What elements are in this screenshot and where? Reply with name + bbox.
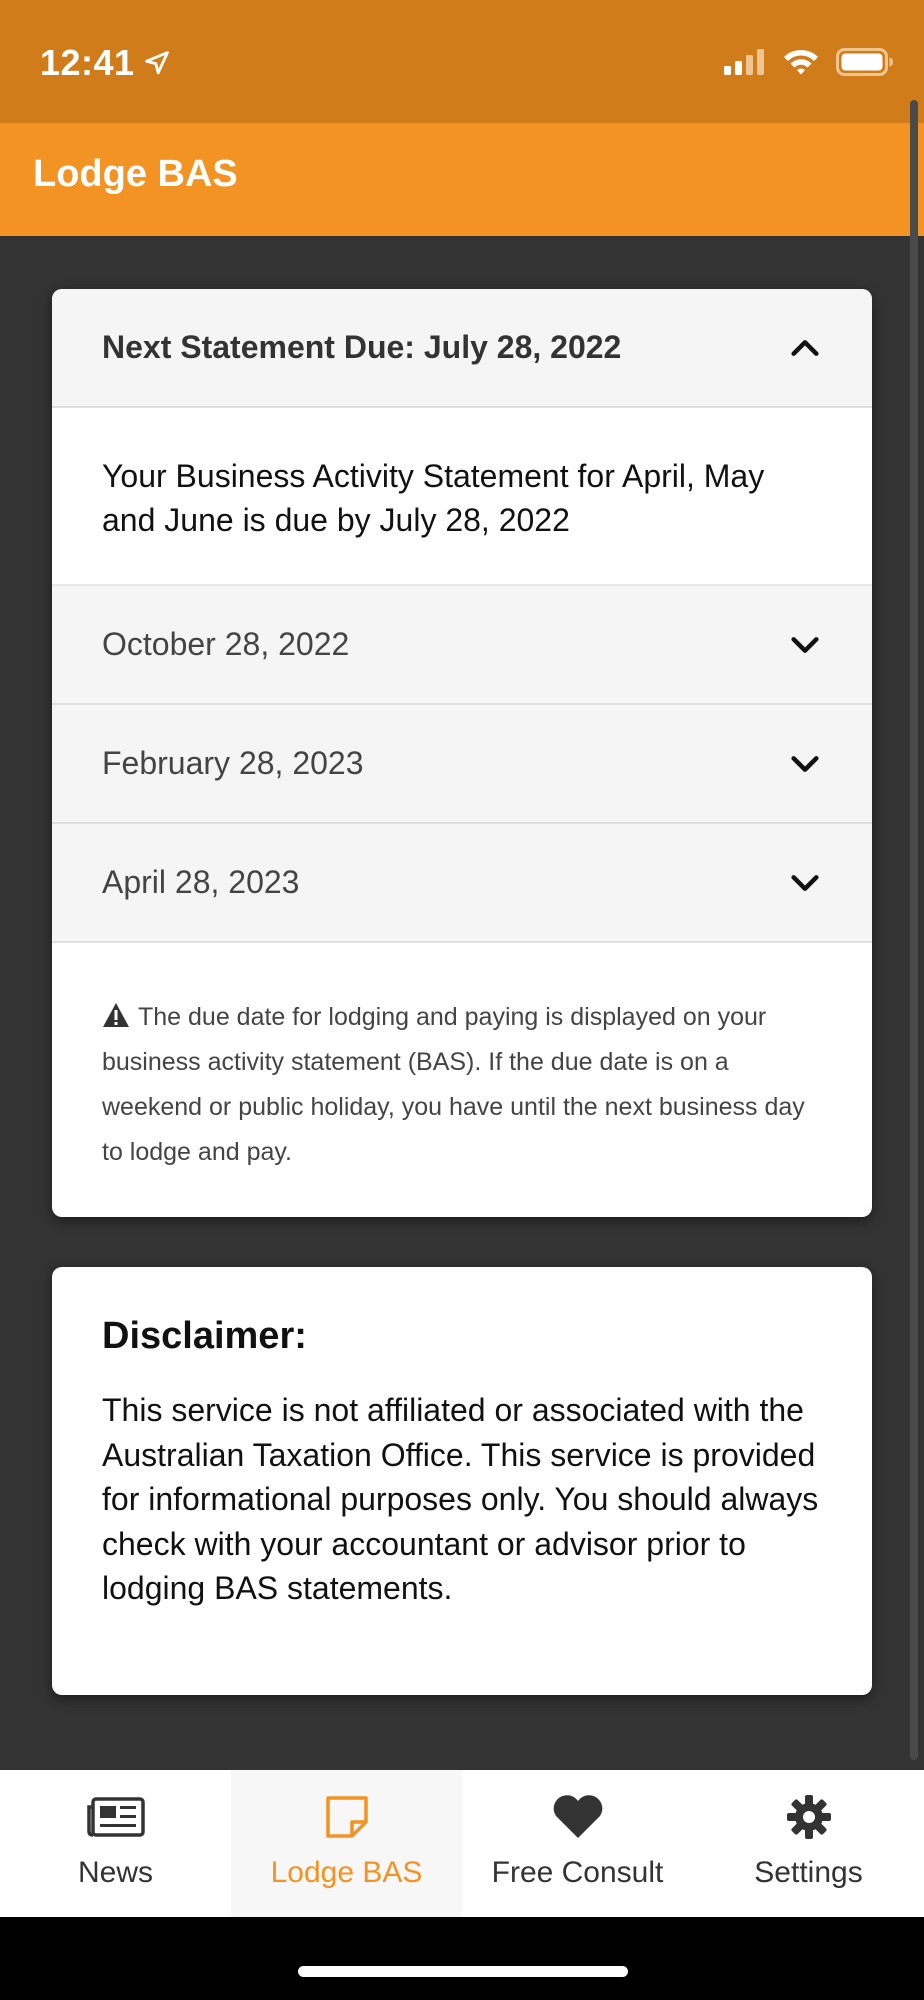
app-header [0, 123, 924, 236]
newspaper-icon [87, 1797, 145, 1837]
tab-label: Settings [754, 1856, 863, 1889]
tab-label: Free Consult [491, 1856, 664, 1889]
accordion-label: October 28, 2022 [102, 626, 350, 662]
home-indicator[interactable] [298, 1966, 628, 1977]
status-icons [724, 48, 894, 76]
signal-icon [724, 49, 766, 75]
chevron-down-icon [788, 747, 822, 781]
tab-free-consult[interactable] [462, 1770, 693, 1917]
note-text: The due date for lodging and paying is displayed on your business activity statement (BAS). If the due date is on a weekend or public holiday, you have until the next business day to lodge and pay. [102, 1003, 805, 1166]
battery-icon [836, 48, 894, 76]
sticky-note-icon [324, 1794, 370, 1840]
accordion-body [52, 408, 872, 586]
disclaimer-text: This service is not affiliated or associated with the Australian Taxation Office. This service is provided for informational purposes only. You should always check with your accountant or advisor prior to lodging BAS statements. [102, 1392, 819, 1606]
gear-icon [786, 1794, 832, 1840]
chevron-up-icon [788, 331, 822, 365]
tab-bar [0, 1770, 924, 1917]
tab-label: Lodge BAS [270, 1856, 423, 1889]
accordion-item-next-statement[interactable] [52, 289, 872, 408]
accordion-item-february[interactable] [52, 705, 872, 824]
accordion-label: February 28, 2023 [102, 745, 364, 781]
status-bar [0, 0, 924, 123]
tab-news[interactable] [0, 1770, 231, 1917]
warning-icon [102, 1002, 130, 1028]
tab-lodge-bas[interactable] [231, 1770, 462, 1917]
chevron-down-icon [788, 628, 822, 662]
due-date-note [52, 943, 872, 1175]
location-arrow-icon [143, 49, 171, 77]
due-dates-card [52, 289, 872, 1217]
tab-settings[interactable] [693, 1770, 924, 1917]
scrollbar[interactable] [910, 100, 918, 1760]
status-time [40, 42, 171, 84]
statement-description: Your Business Activity Statement for April, May and June is due by July 28, 2022 [102, 458, 765, 538]
tab-label: News [77, 1856, 153, 1889]
page-title: Lodge BAS [33, 153, 238, 195]
chevron-down-icon [788, 866, 822, 900]
clock-text: 12:41 [40, 42, 135, 83]
disclaimer-title: Disclaimer: [102, 1315, 307, 1357]
heart-icon [551, 1794, 605, 1840]
home-indicator-area [0, 1917, 924, 2000]
disclaimer-card [52, 1267, 872, 1695]
wifi-icon [782, 48, 820, 76]
accordion-title: Next Statement Due: July 28, 2022 [102, 329, 622, 365]
accordion-item-april[interactable] [52, 824, 872, 943]
accordion-label: April 28, 2023 [102, 864, 300, 900]
accordion-item-october[interactable] [52, 586, 872, 705]
